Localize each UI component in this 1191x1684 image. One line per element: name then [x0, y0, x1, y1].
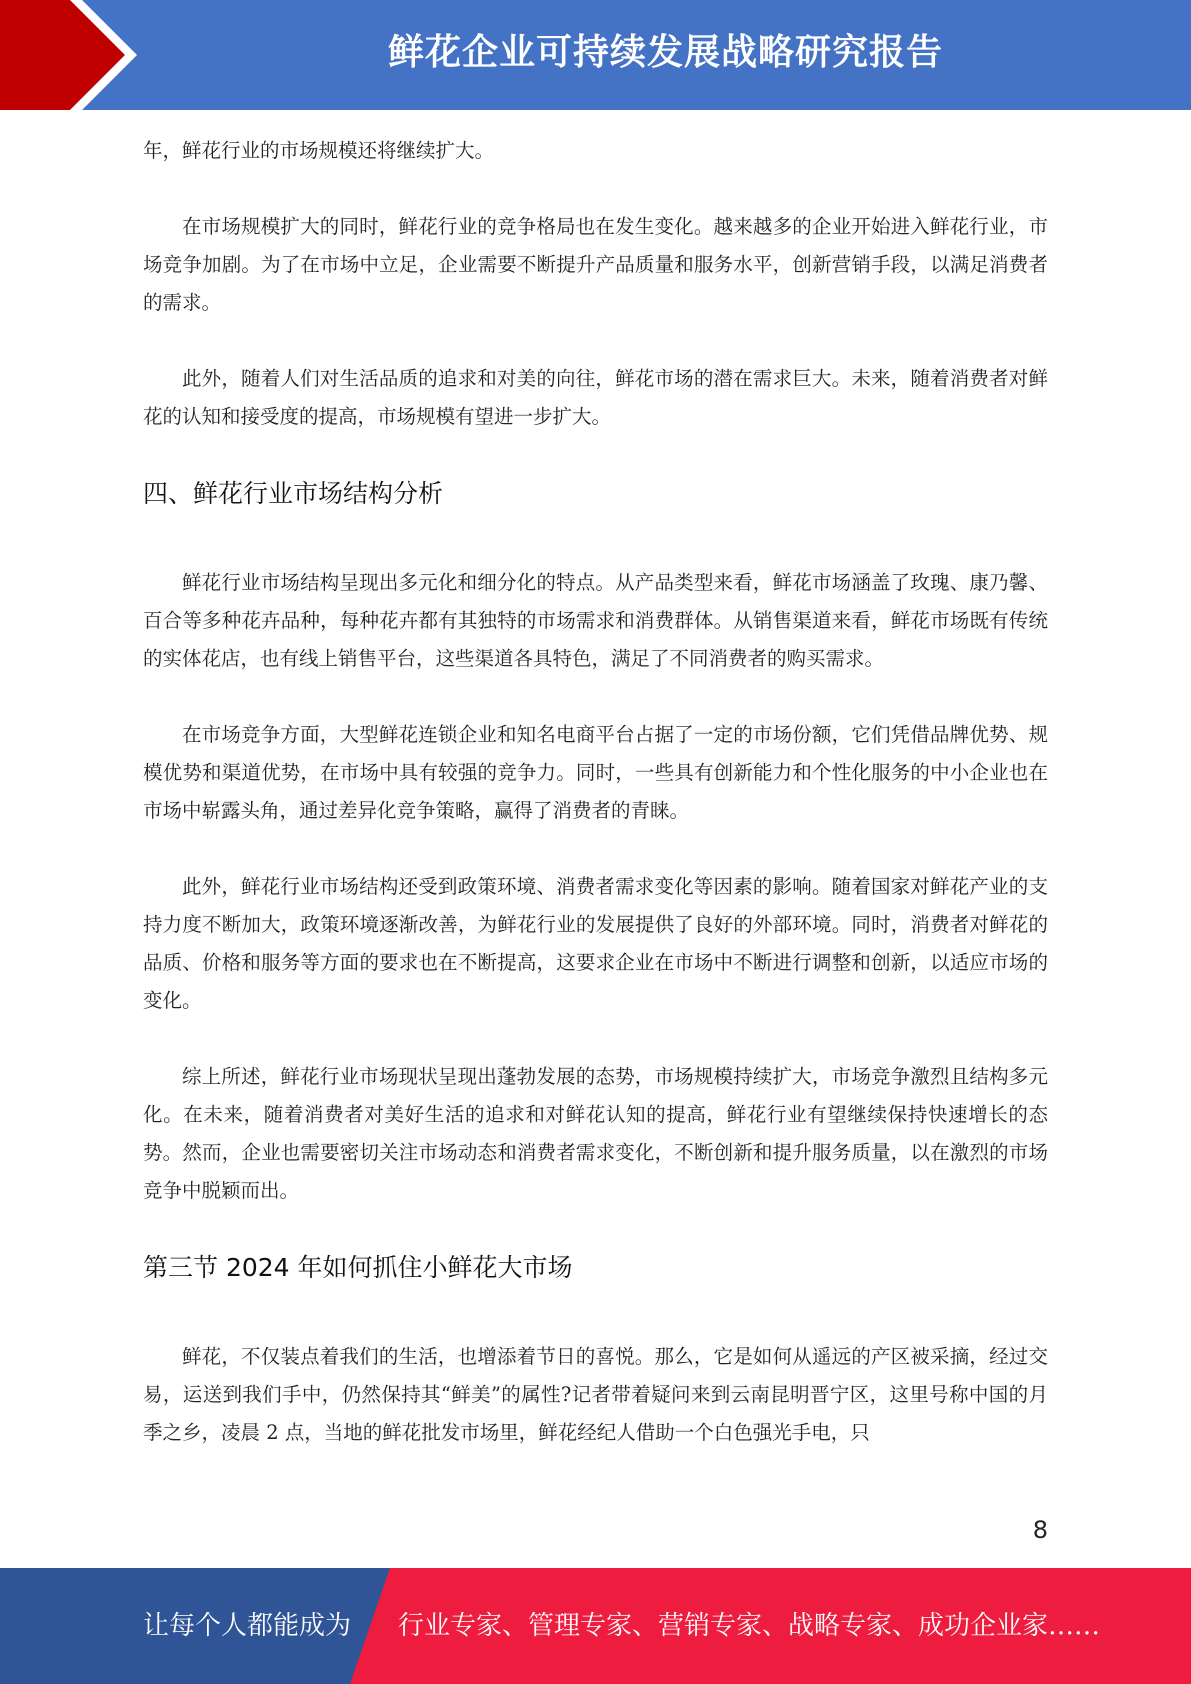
paragraph: 年，鲜花行业的市场规模还将继续扩大。 — [143, 139, 495, 162]
page-footer — [0, 1568, 1191, 1684]
paragraph: 在市场规模扩大的同时，鲜花行业的竞争格局也在发生变化。越来越多的企业开始进入鲜花行业，市场竞争加剧。为了在市场中立足，企业需要不断提升产品质量和服务水平，创新营销手段，以满足消费者的需求。 — [143, 215, 1048, 314]
footer-slogan-left: 让每个人都能成为 — [143, 1611, 352, 1641]
footer-slogan-right: 行业专家、管理专家、营销专家、战略专家、成功企业家…… — [398, 1611, 1101, 1641]
paragraph: 此外，鲜花行业市场结构还受到政策环境、消费者需求变化等因素的影响。随着国家对鲜花产业的支持力度不断加大，政策环境逐渐改善，为鲜花行业的发展提供了良好的外部环境。同时，消费者对鲜花的品质、价格和服务等方面的要求也在不断提高，这要求企业在市场中不断进行调整和创新，以适应市场的变化。 — [143, 875, 1048, 1012]
report-title: 鲜花企业可持续发展战略研究报告 — [387, 32, 943, 73]
paragraph: 在市场竞争方面，大型鲜花连锁企业和知名电商平台占据了一定的市场份额，它们凭借品牌优势、规模优势和渠道优势，在市场中具有较强的竞争力。同时，一些具有创新能力和个性化服务的中小企业也在市场中崭露头角，通过差异化竞争策略，赢得了消费者的青睐。 — [143, 723, 1048, 822]
paragraph: 鲜花行业市场结构呈现出多元化和细分化的特点。从产品类型来看，鲜花市场涵盖了玫瑰、康乃馨、百合等多种花卉品种，每种花卉都有其独特的市场需求和消费群体。从销售渠道来看，鲜花市场既有传统的实体花店，也有线上销售平台，这些渠道各具特色，满足了不同消费者的购买需求。 — [143, 571, 1048, 670]
paragraph: 综上所述，鲜花行业市场现状呈现出蓬勃发展的态势，市场规模持续扩大，市场竞争激烈且结构多元化。在未来，随着消费者对美好生活的追求和对鲜花认知的提高，鲜花行业有望继续保持快速增长的态势。然而，企业也需要密切关注市场动态和消费者需求变化，不断创新和提升服务质量，以在激烈的市场竞争中脱颖而出。 — [143, 1065, 1048, 1202]
document-body — [143, 132, 1048, 1490]
paragraph: 鲜花，不仅装点着我们的生活，也增添着节日的喜悦。那么，它是如何从遥远的产区被采摘，经过交易，运送到我们手中，仍然保持其“鲜美”的属性?记者带着疑问来到云南昆明晋宁区，这里号称中国的月季之乡，凌晨 2 点，当地的鲜花批发市场里，鲜花经纪人借助一个白色强光手电，只 — [143, 1345, 1048, 1444]
section-heading-2024-market: 第三节 2024 年如何抓住小鲜花大市场 — [143, 1253, 573, 1282]
page-header — [0, 0, 1191, 110]
section-heading-market-structure: 四、鲜花行业市场结构分析 — [143, 479, 444, 508]
paragraph: 此外，随着人们对生活品质的追求和对美的向往，鲜花市场的潜在需求巨大。未来，随着消费者对鲜花的认知和接受度的提高，市场规模有望进一步扩大。 — [143, 367, 1048, 428]
header-chevron-decoration — [0, 0, 160, 110]
page-number: 8 — [1032, 1516, 1048, 1544]
